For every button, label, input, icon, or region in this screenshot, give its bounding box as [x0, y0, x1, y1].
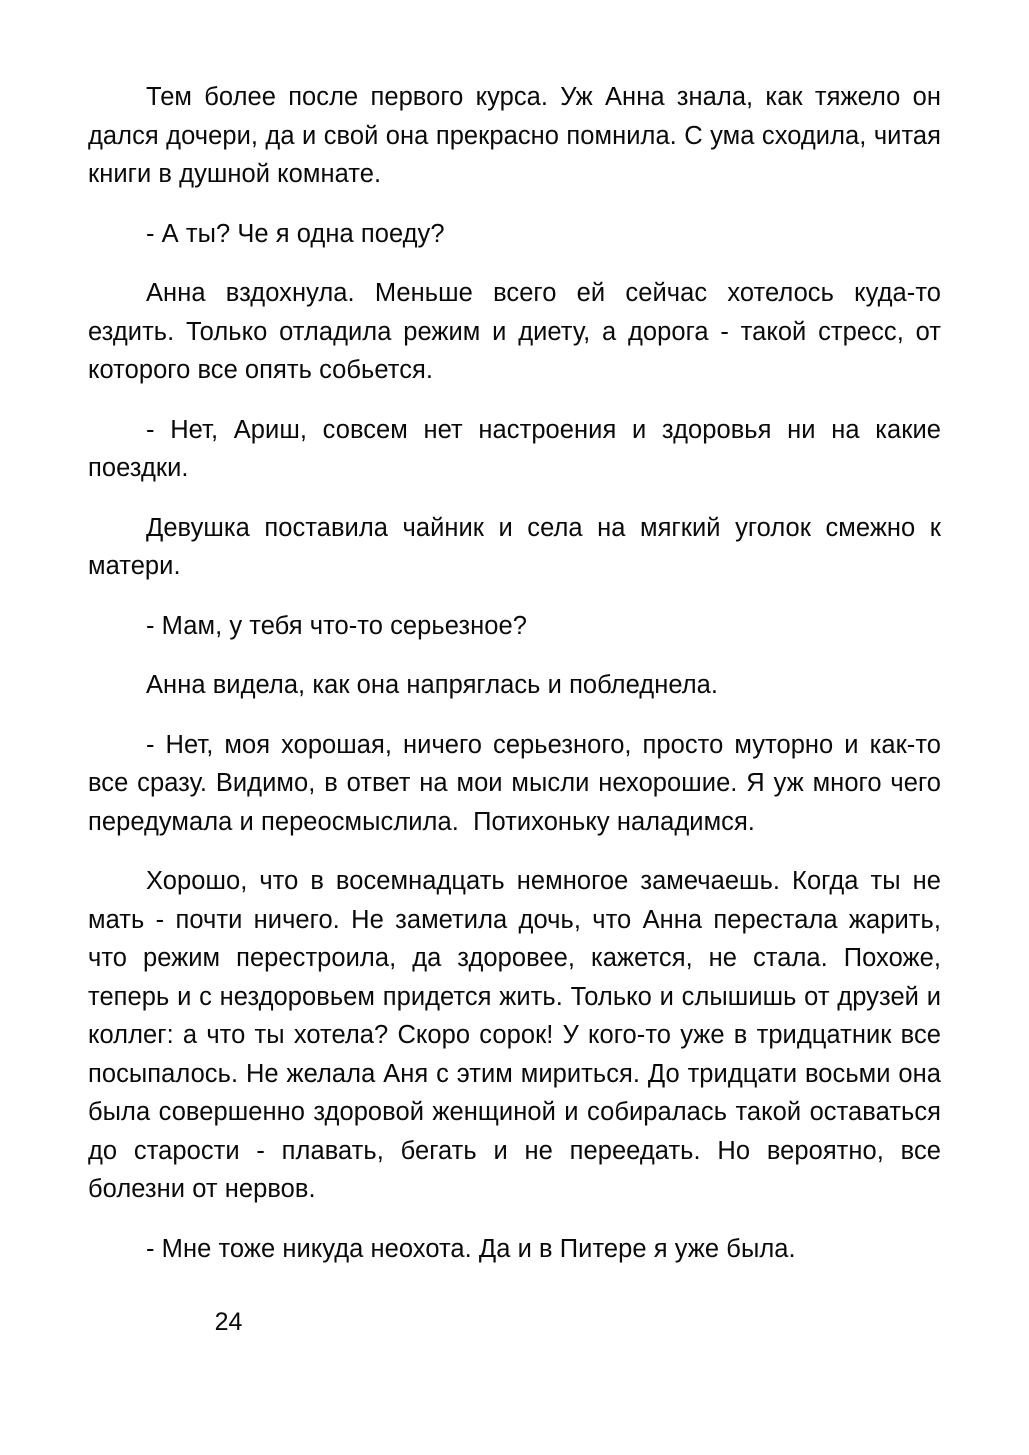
paragraph-4: - Нет, Ариш, совсем нет настроения и здоровья ни на какие поездки.: [88, 415, 949, 482]
paragraph-8: - Нет, моя хорошая, ничего серьезного, просто муторно и как-то все сразу. Видимо, в ответ на мои мысли нехорошие. Я уж много чего передумала и переосмыслила. Потихоньку наладимся.: [88, 730, 949, 836]
page-number: 24: [214, 1308, 243, 1336]
paragraph-6: - Мам, у тебя что-то серьезное?: [146, 611, 527, 640]
paragraph-10: - Мне тоже никуда неохота. Да и в Питере я уже была.: [146, 1234, 796, 1263]
page-body-text: [88, 78, 949, 1268]
paragraph-7: Анна видела, как она напряглась и побледнела.: [146, 671, 719, 699]
paragraph-9: Хорошо, что в восемнадцать немногое замечаешь. Когда ты не мать - почти ничего. Не заметила дочь, что Анна перестала жарить, что режим перестроила, да здоровее, кажется, не стала. Похоже, теперь и с нездоровьем придется жить. Только и слышишь от друзей и коллег: а что ты хотела? Скоро сорок! У кого-то уже в тридцатник все посыпалось. Не желала Аня с этим мириться. До тридцати восьми она была совершенно здоровой женщиной и собиралась такой оставаться до старости - плавать, бегать и не переедать. Но вероятно, все болезни от нервов.: [88, 867, 949, 1203]
paragraph-2: - А ты? Че я одна поеду?: [146, 219, 445, 248]
paragraph-3: Анна вздохнула. Меньше всего ей сейчас хотелось куда-то ездить. Только отладила режим и диету, а дорога - такой стресс, от которого все опять собьется.: [88, 279, 949, 384]
paragraph-5: Девушка поставила чайник и села на мягкий уголок смежно к матери.: [88, 513, 949, 580]
paragraph-1: Тем более после первого курса. Уж Анна знала, как тяжело он дался дочери, да и свой она прекрасно помнила. С ума сходила, читая книги в душной комнате.: [88, 83, 949, 188]
